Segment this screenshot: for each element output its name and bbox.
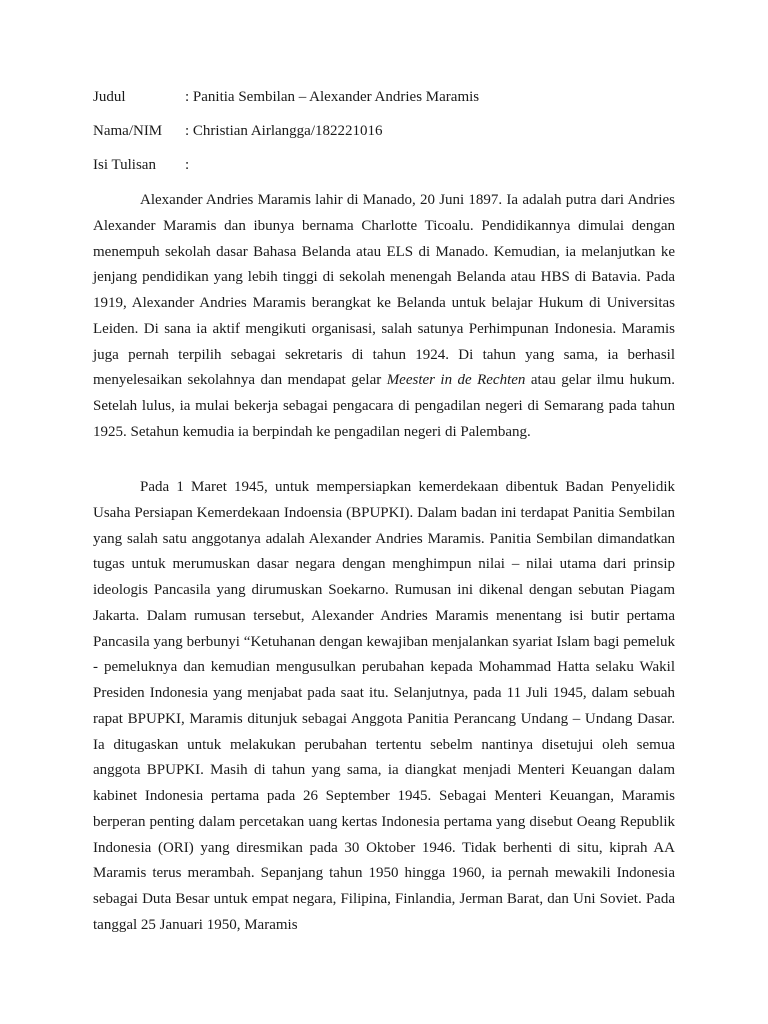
content-label: Isi Tulisan xyxy=(93,157,156,173)
paragraph-1 xyxy=(93,188,675,446)
title-row xyxy=(93,87,479,107)
author-row xyxy=(93,121,382,141)
content-value: : xyxy=(185,157,190,173)
paragraph-1-text-a: Alexander Andries Maramis lahir di Manado, 20 Juni 1897. Ia adalah putra dari Andries Alexander Maramis dan ibunya bernama Charlotte Ticoalu. Pendidikannya dimulai dengan menempuh sekolah dasar Bahasa Belanda atau ELS di Manado. Kemudian, ia melanjutkan ke jenjang pendidikan yang lebih tinggi di sekolah menengah Belanda atau HBS di Batavia. Pada 1919, Alexander Andries Maramis berangkat ke Belanda untuk belajar Hukum di Universitas Leiden. Di sana ia aktif mengikuti organisasi, salah satunya Perhimpunan Indonesia. Maramis juga pernah terpilih sebagai sekretaris di tahun 1924. Di tahun yang sama, ia berhasil menyelesaikan sekolahnya dan mendapat gelar xyxy=(93,192,675,389)
paragraph-2-text: Pada 1 Maret 1945, untuk mempersiapkan kemerdekaan dibentuk Badan Penyelidik Usaha Persiapan Kemerdekaan Indoensia (BPUPKI). Dalam badan ini terdapat Panitia Sembilan yang salah satu anggotanya adalah Alexander Andries Maramis. Panitia Sembilan dimandatkan tugas untuk merumuskan dasar negara dengan menghimpun nilai – nilai utama dari prinsip ideologis Pancasila yang dirumuskan Soekarno. Rumusan ini dikenal dengan sebutan Piagam Jakarta. Dalam rumusan tersebut, Alexander Andries Maramis menentang isi butir pertama Pancasila yang berbunyi “Ketuhanan dengan kewajiban menjalankan syariat Islam bagi pemeluk - pemeluknya dan kemudian mengusulkan perubahan kepada Mohammad Hatta selaku Wakil Presiden Indonesia yang menjabat pada saat itu. Selanjutnya, pada 11 Juli 1945, dalam sebuah rapat BPUPKI, Maramis ditunjuk sebagai Anggota Panitia Perancang Undang – Undang Dasar. Ia ditugaskan untuk melakukan perubahan tertentu sebelm nantinya disetujui oleh semua anggota BPUPKI. Masih di tahun yang sama, ia diangkat menjadi Menteri Keuangan dalam kabinet Indonesia pertama pada 26 September 1945. Sebagai Menteri Keuangan, Maramis berperan penting dalam percetakan uang kertas Indonesia pertama yang disebut Oeang Republik Indonesia (ORI) yang diresmikan pada 30 Oktober 1946. Tidak berhenti di situ, kiprah AA Maramis terus merambah. Sepanjang tahun 1950 hingga 1960, ia pernah mewakili Indonesia sebagai Duta Besar untuk empat negara, Filipina, Finlandia, Jerman Barat, dan Uni Soviet. Pada tanggal 25 Januari 1950, Maramis xyxy=(93,479,675,933)
paragraph-1-text-b: atau gelar ilmu hukum. Setelah lulus, ia mulai bekerja sebagai pengacara di pengadilan negeri di Semarang pada tahun 1925. Setahun kemudia ia berpindah ke pengadilan negeri di Palembang. xyxy=(93,372,675,440)
title-value: : Panitia Sembilan – Alexander Andries Maramis xyxy=(185,89,480,105)
author-label: Nama/NIM xyxy=(93,123,163,139)
author-value: : Christian Airlangga/182221016 xyxy=(185,123,383,139)
content-row xyxy=(93,155,189,175)
paragraph-2 xyxy=(93,475,675,939)
paragraph-1-italic-term: Meester in de Rechten xyxy=(386,372,526,389)
title-label: Judul xyxy=(93,89,126,105)
